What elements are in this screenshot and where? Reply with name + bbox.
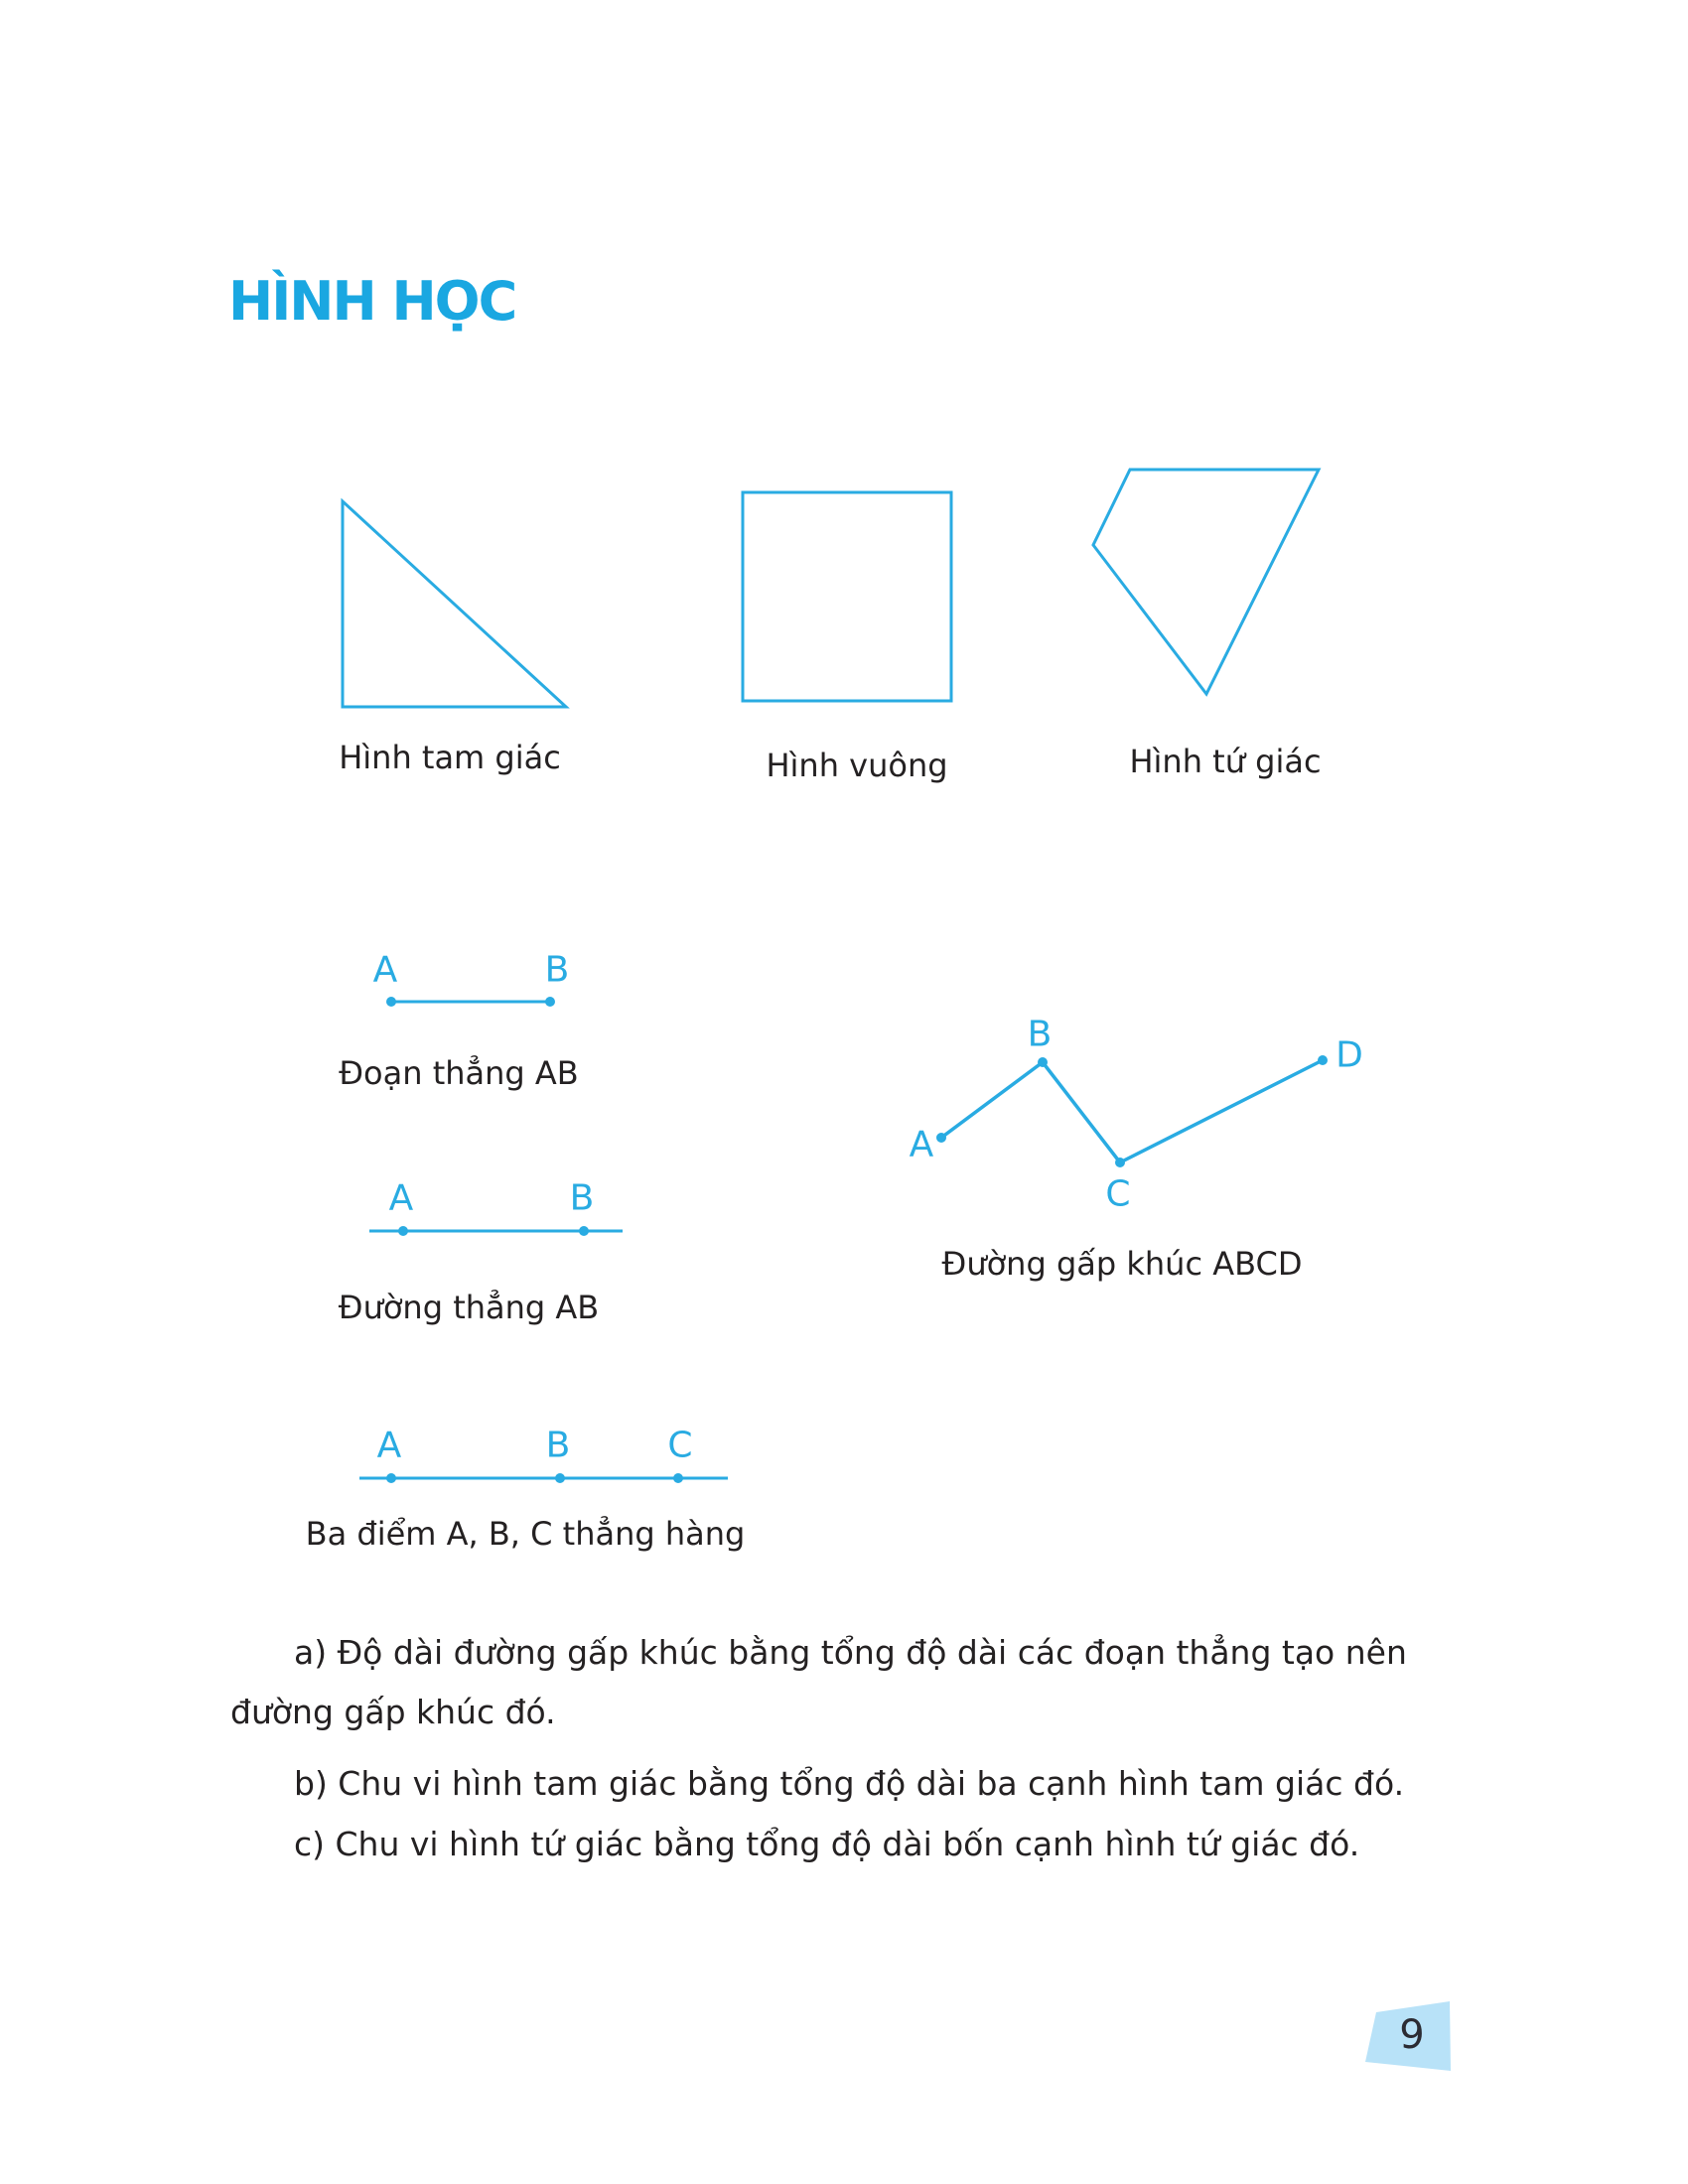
- straight-line-caption: Đường thẳng AB: [338, 1289, 600, 1326]
- page-number: 9: [1399, 2012, 1425, 2058]
- broken_line-point-label-A: A: [909, 1124, 934, 1165]
- paragraph-a: a) Độ dài đường gấp khúc bằng tổng độ dài các đoạn thẳng tạo nên đường gấp khúc đó.: [230, 1633, 1407, 1731]
- square-shape: [743, 492, 951, 701]
- broken_line-point-A: [936, 1133, 946, 1143]
- broken_line-point-C: [1115, 1158, 1125, 1167]
- collinear-point-label-C: C: [667, 1425, 693, 1466]
- quadrilateral-label: Hình tứ giác: [1129, 743, 1322, 780]
- straight_line-point-label-A: A: [388, 1177, 414, 1219]
- page-title: HÌNH HỌC: [228, 270, 516, 333]
- segment-caption: Đoạn thẳng AB: [339, 1054, 579, 1092]
- collinear-point-B: [555, 1473, 565, 1483]
- broken_line-point-label-D: D: [1336, 1034, 1363, 1076]
- straight_line-point-B: [579, 1226, 589, 1236]
- quadrilateral-shape: [1093, 470, 1319, 694]
- collinear-point-A: [386, 1473, 396, 1483]
- collinear-caption: Ba điểm A, B, C thẳng hàng: [305, 1515, 746, 1553]
- triangle-shape: [343, 501, 566, 707]
- triangle-label: Hình tam giác: [339, 739, 561, 776]
- broken_line-point-D: [1318, 1055, 1328, 1065]
- segment-point-A: [386, 997, 396, 1007]
- straight_line-point-A: [398, 1226, 408, 1236]
- collinear-point-label-B: B: [545, 1425, 571, 1466]
- segment-point-label-B: B: [544, 949, 570, 991]
- broken-line-caption: Đường gấp khúc ABCD: [941, 1245, 1303, 1283]
- segment-point-B: [545, 997, 555, 1007]
- broken_line-point-label-B: B: [1027, 1014, 1053, 1055]
- paragraph-c: c) Chu vi hình tứ giác bằng tổng độ dài bốn cạnh hình tứ giác đó.: [294, 1825, 1360, 1863]
- square-label: Hình vuông: [766, 747, 948, 784]
- broken_line-point-B: [1038, 1057, 1048, 1067]
- segment-point-label-A: A: [372, 949, 398, 991]
- broken_line-point-label-C: C: [1105, 1173, 1131, 1215]
- broken_line-path: [941, 1060, 1323, 1162]
- collinear-point-label-A: A: [376, 1425, 402, 1466]
- straight_line-point-label-B: B: [569, 1177, 595, 1219]
- paragraph-b: b) Chu vi hình tam giác bằng tổng độ dài ba cạnh hình tam giác đó.: [294, 1764, 1405, 1803]
- collinear-point-C: [673, 1473, 683, 1483]
